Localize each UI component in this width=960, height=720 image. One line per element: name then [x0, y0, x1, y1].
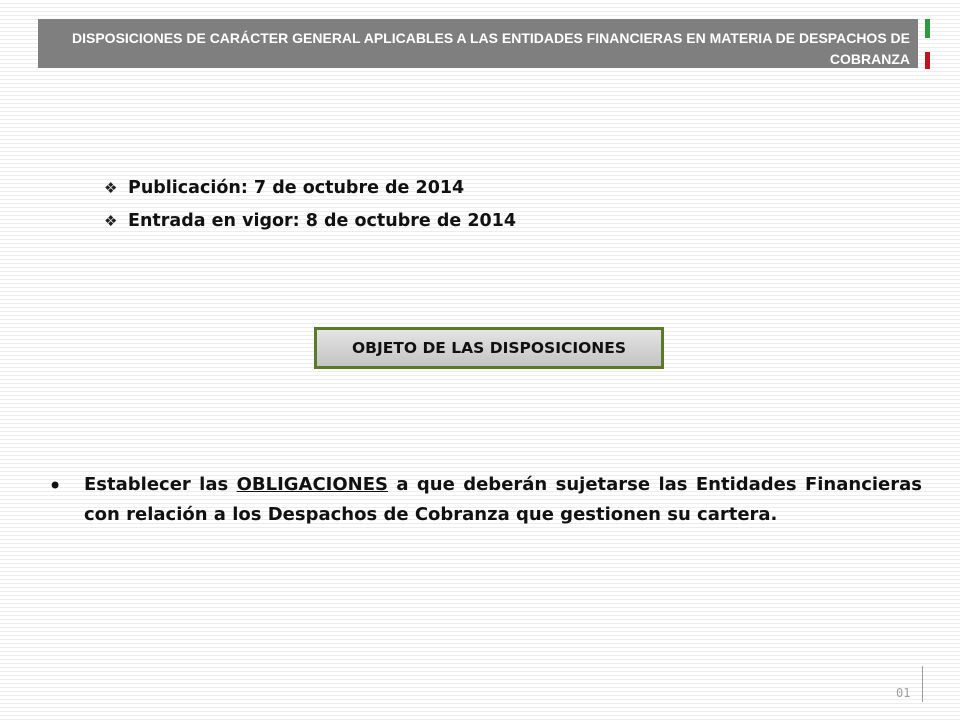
dates-list — [104, 172, 516, 238]
publication-date-text: Publicación: 7 de octubre de 2014 — [128, 178, 465, 198]
objeto-heading-box — [314, 327, 664, 369]
bullet-dot-icon: • — [48, 472, 63, 500]
diamond-bullet-icon: ❖ — [104, 212, 118, 230]
publication-date-item — [104, 172, 516, 205]
objective-text-end: a que deberán sujetarse las Entidades Financieras con relación a los Despachos de Cobranza que gestionen su cartera. — [84, 474, 922, 525]
effective-date-item — [104, 205, 516, 238]
header-title: DISPOSICIONES DE CARÁCTER GENERAL APLICABLES A LAS ENTIDADES FINANCIERAS EN MATERIA DE DESPACHOS DE COBRANZA — [72, 30, 910, 67]
flag-green-stripe — [925, 19, 930, 38]
flag-red-stripe — [925, 52, 930, 69]
objective-paragraph — [84, 470, 922, 530]
page-number: 01 — [896, 686, 911, 700]
effective-date-text: Entrada en vigor: 8 de octubre de 2014 — [128, 211, 517, 231]
obligations-emphasis: OBLIGACIONES — [236, 474, 389, 495]
diamond-bullet-icon: ❖ — [104, 179, 118, 197]
objeto-heading-label: OBJETO DE LAS DISPOSICIONES — [351, 339, 627, 357]
header-bar — [38, 19, 918, 68]
footer-divider — [922, 666, 923, 702]
objective-text-start: Establecer las — [84, 474, 237, 495]
